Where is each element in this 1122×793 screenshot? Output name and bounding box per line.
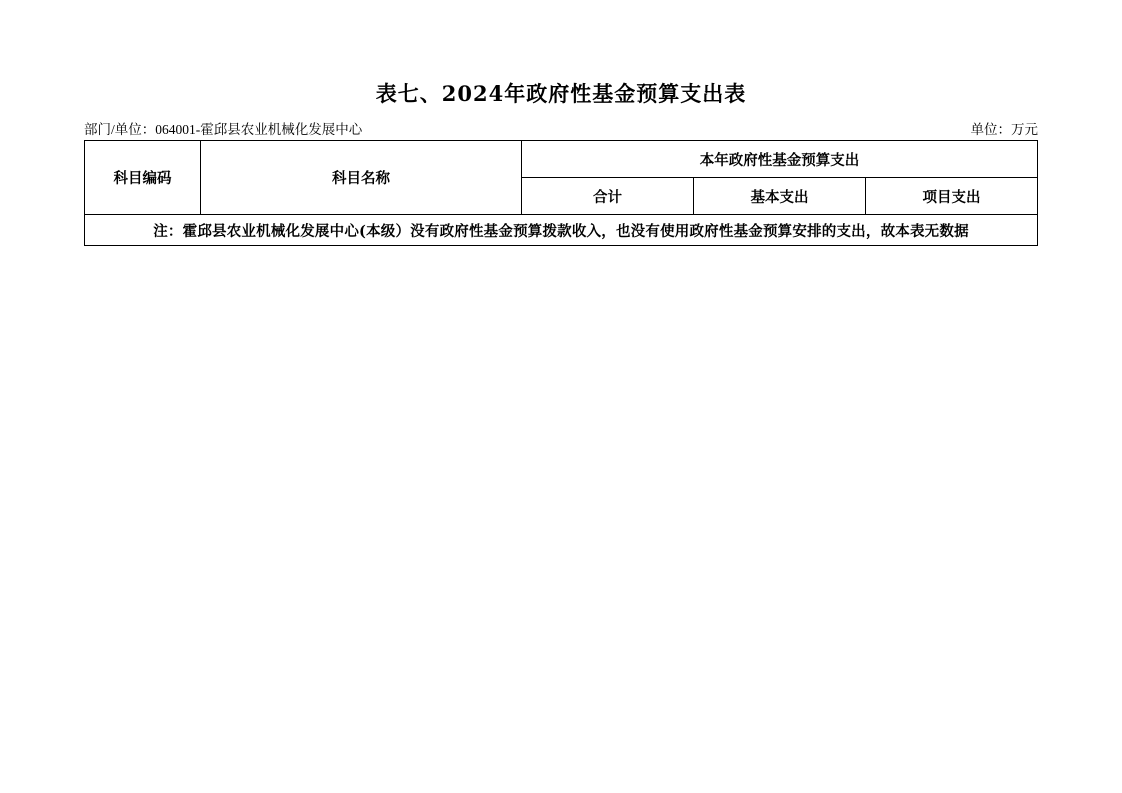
table-note-row: [85, 215, 1038, 246]
table-header-row-1: [85, 141, 1038, 178]
header-project-expenditure: 项目支出: [866, 178, 1038, 215]
header-group-current-year: 本年政府性基金预算支出: [522, 141, 1038, 178]
table-note: 注：霍邱县农业机械化发展中心(本级）没有政府性基金预算拨款收入，也没有使用政府性基金预算安排的支出，故本表无数据: [85, 215, 1038, 246]
header-code: 科目编码: [85, 141, 201, 215]
header-name: 科目名称: [201, 141, 522, 215]
meta-row: [84, 118, 1038, 138]
header-basic-expenditure: 基本支出: [694, 178, 866, 215]
header-total: 合计: [522, 178, 694, 215]
unit-label: 单位：万元: [970, 122, 1038, 137]
budget-table: [84, 140, 1038, 246]
department-label: 部门/单位：064001-霍邱县农业机械化发展中心: [84, 122, 363, 137]
page-title: 表七、2024年政府性基金预算支出表: [375, 81, 747, 106]
